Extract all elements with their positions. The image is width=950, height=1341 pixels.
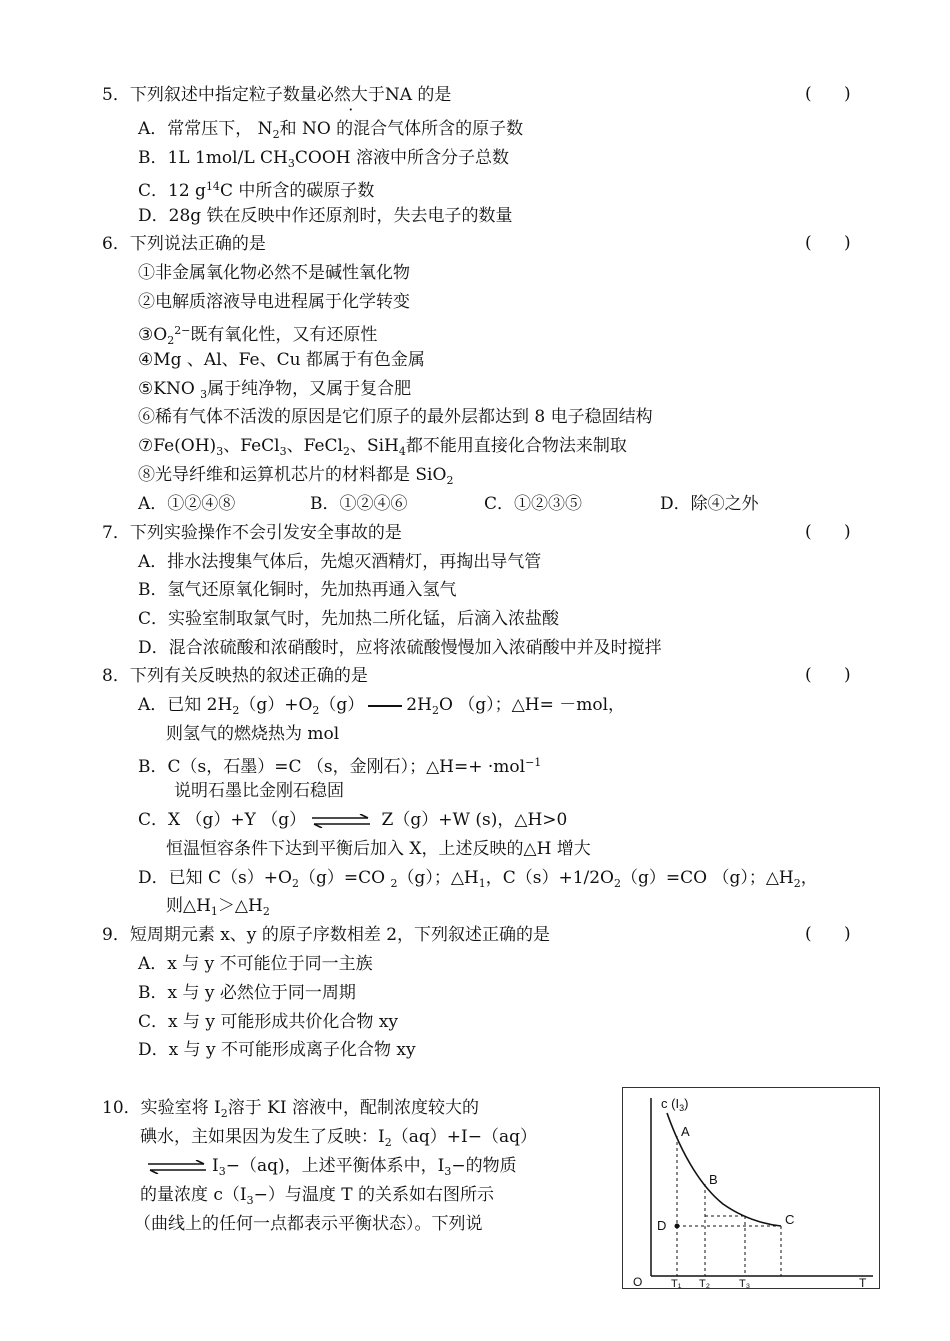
q5-option-c: C．12 $g^{14}C$ 中所含的碳原子数	[138, 180, 375, 201]
q7-option-d: D．混合浓硫酸和浓硝酸时，应将浓硫酸慢慢加入浓硝酸中并及时搅拌	[138, 638, 662, 658]
q6-statement-7: $⑦Fe(OH)_3$、FeCl$_3$、FeCl$_2$、SiH$_4$都不能用直接化合物法来制取	[138, 436, 627, 458]
q9-answer-blank: ( )	[805, 924, 851, 944]
q10-line-3: $I_3-(aq)$，上述平衡体系中，$I_3-$的物质	[146, 1155, 517, 1183]
q8-option-c: C．X （g）+Y （g） Z（g）+W (s)，△H>0	[138, 810, 568, 830]
q5-answer-blank: ( )	[805, 84, 851, 104]
x-tick-t3: T₃	[739, 1278, 751, 1288]
q10-line-1: 10．实验室将 $I_2$溶于 KI 溶液中，配制浓度较大的	[102, 1098, 479, 1120]
q6-option-c: C．①②③⑤	[484, 494, 583, 514]
reaction-equals-bar	[368, 705, 402, 707]
q7-option-c: C．实验室制取氯气时，先加热二所化锰，后滴入浓盐酸	[138, 609, 560, 629]
q6-answer-blank: ( )	[805, 233, 851, 253]
q8-option-c-line2: 恒温恒容条件下达到平衡后加入 X，上述反映的△H 增大	[166, 839, 591, 859]
q7-option-b: B．氢气还原氧化铜时，先加热再通入氢气	[138, 580, 457, 600]
q8-option-b-line2: 说明石墨比金刚石稳固	[174, 781, 344, 801]
q6-statement-1: ①非金属氧化物必然不是碱性氧化物	[138, 263, 410, 283]
concentration-temperature-graph	[622, 1087, 880, 1289]
q9-option-d: D．x 与 y 不可能形成离子化合物 xy	[138, 1040, 416, 1060]
q9-option-c: C．x 与 y 可能形成共价化合物 xy	[138, 1012, 399, 1032]
q5-option-b: B．1L 1mol/L $CH_3COOH$ 溶液中所含分子总数	[138, 148, 509, 170]
q6-statement-8: ⑧光导纤维和运算机芯片的材料都是 SiO$_2$	[138, 465, 454, 487]
q6-statement-4: ④Mg 、Al、Fe、Cu 都属于有色金属	[138, 350, 425, 370]
q8-option-d-line2: 则$\triangle H_1>\triangle H_2$	[166, 896, 270, 918]
q8-stem: 8．下列有关反映热的叙述正确的是	[102, 666, 368, 686]
q6-stem: 6．下列说法正确的是	[102, 234, 266, 254]
x-axis-label: T	[859, 1276, 867, 1288]
q5-option-d: D．28g 铁在反映中作还原剂时，失去电子的数量	[138, 206, 513, 226]
origin-label: O	[633, 1275, 643, 1288]
equilibrium-arrows-icon	[146, 1160, 208, 1174]
point-a-label: A	[681, 1124, 690, 1139]
graph-canvas	[623, 1088, 879, 1288]
q5-stem: 5．下列叙述中指定粒子数量必然大于NA 的是	[102, 85, 452, 105]
q7-option-a: A．排水法搜集气体后，先熄灭酒精灯，再掏出导气管	[138, 552, 542, 572]
x-tick-t1: T₁	[671, 1278, 682, 1288]
q9-option-a: A．x 与 y 不可能位于同一主族	[138, 954, 373, 974]
q6-statement-3: $③O_2^{2-}$既有氧化性，又有还原性	[138, 324, 378, 347]
q8-option-a-line2: 则氢气的燃烧热为 mol	[166, 724, 340, 744]
q10-line-2: 碘水，主如果因为发生了反映：$I_2(aq)+I-(aq)$	[140, 1127, 537, 1149]
q7-answer-blank: ( )	[805, 522, 851, 542]
q6-statement-6: ⑥稀有气体不活泼的原因是它们原子的最外层都达到 8 电子稳固结构	[138, 407, 653, 427]
q6-statement-5: ⑤KNO $_3$属于纯净物，又属于复合肥	[138, 379, 412, 401]
q8-option-b: B．C（s，石墨）=C （s，金刚石）；△H=+ ·mol$^{-1}$	[138, 756, 542, 777]
equilibrium-arrows-icon	[310, 814, 372, 828]
y-axis-label: c $(I_3)$	[661, 1096, 689, 1113]
point-d-marker	[675, 1224, 680, 1229]
q10-line-4: 的量浓度 $c(I_3-)$与温度 T 的关系如右图所示	[140, 1185, 495, 1207]
q6-option-a: A．①②④⑧	[138, 494, 236, 514]
q7-stem: 7．下列实验操作不会引发安全事故的是	[102, 523, 402, 543]
q9-option-b: B．x 与 y 必然位于同一周期	[138, 983, 356, 1003]
q6-statement-2: ②电解质溶液导电进程属于化学转变	[138, 292, 410, 312]
point-c-label: C	[785, 1212, 795, 1227]
q8-option-d: D．已知 $C(s)+O_2(g)=CO$ $_2$（g）；$\triangle H_1$，$C(s)+1/2O_2(g)=CO$ （g）；$\triangle H_2$，	[138, 868, 818, 890]
q8-option-a: A．已知 $2H_2(g)+O_2(g)$ $2H_2O$ （g）；△H= －mol，	[138, 695, 626, 717]
q8-answer-blank: ( )	[805, 665, 851, 685]
q9-stem: 9．短周期元素 x、y 的原子序数相差 2，下列叙述正确的是	[102, 925, 551, 945]
q6-option-b: B．①②④⑥	[310, 494, 408, 514]
q5-option-a: A．常常压下， $N_2$和 NO 的混合气体所含的原子数	[138, 119, 524, 141]
q6-option-d: D．除④之外	[660, 494, 759, 514]
q10-line-5: （曲线上的任何一点都表示平衡状态）。下列说	[134, 1214, 483, 1234]
point-d-label: D	[657, 1218, 667, 1233]
emphasis-dots-text: 必然大于	[316, 85, 385, 105]
x-tick-t2: T₂	[699, 1278, 710, 1288]
point-b-label: B	[709, 1172, 718, 1187]
